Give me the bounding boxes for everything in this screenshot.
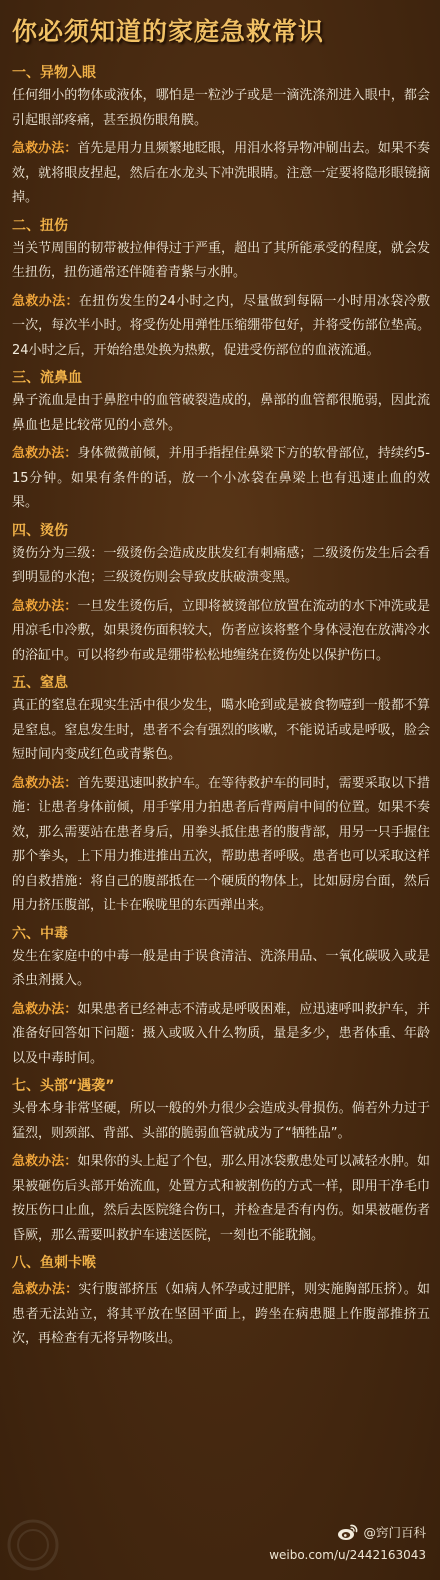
section-head-injury	[12, 1075, 430, 1248]
first-aid-label: 急救办法：	[12, 1282, 79, 1297]
page-title: 你必须知道的家庭急救常识	[12, 17, 325, 46]
first-aid-paragraph	[12, 772, 430, 919]
section-choking	[12, 672, 430, 919]
section-description: 当关节周围的韧带被拉伸得过于严重，超出了其所能承受的程度，就会发生扭伤，扭伤通常还伴随着青紫与水肿。	[12, 240, 430, 280]
first-aid-label: 急救办法：	[12, 293, 79, 309]
first-aid-paragraph	[12, 595, 430, 669]
content-area	[12, 62, 430, 1356]
section-heading: 五、窒息	[12, 675, 68, 691]
first-aid-text: 如果患者已经神志不清或是呼吸困难，应迅速呼叫救护车，并准备好回答如下问题：摄入或吸入什么物质，量是多少，患者体重、年龄以及中毒时间。	[12, 1001, 430, 1066]
first-aid-paragraph	[12, 442, 430, 516]
section-description: 鼻子流血是由于鼻腔中的血管破裂造成的，鼻部的血管都很脆弱，因此流鼻血也是比较常见的小意外。	[12, 393, 430, 433]
watermark-account: @窍门百科	[363, 1525, 426, 1540]
first-aid-label: 急救办法：	[12, 141, 78, 156]
watermark-url: weibo.com/u/2442163043	[269, 1548, 426, 1562]
section-description: 任何细小的物体或液体，哪怕是一粒沙子或是一滴洗涤剂进入眼中，都会引起眼部疼痛，甚至损伤眼角膜。	[12, 88, 430, 128]
section-burn	[12, 520, 430, 669]
watermark-logo-row	[337, 1520, 426, 1544]
first-aid-label: 急救办法：	[12, 775, 78, 791]
first-aid-text: 如果你的头上起了个包，那么用冰袋敷患处可以减轻水肿。如果被砸伤后头部开始流血，处置方式和被割伤的方式一样，即用干净毛巾按压伤口止血，然后去医院缝合伤口，并检查是否有内伤。如果被砸伤者昏厥，那么需要叫救护车速送医院，一刻也不能耽搁。	[12, 1154, 430, 1243]
section-description: 发生在家庭中的中毒一般是由于误食清洁、洗涤用品、一氧化碳吸入或是杀虫剂摄入。	[12, 948, 430, 988]
section-description: 烫伤分为三级：一级烫伤会造成皮肤发红有刺痛感；二级烫伤发生后会看到明显的水泡；三级烫伤则会导致皮肤破溃变黑。	[12, 545, 430, 585]
first-aid-text: 首先要迅速叫救护车。在等待救护车的同时，需要采取以下措施：让患者身体前倾，用手掌用力拍患者后背两肩中间的位置。如果不奏效，那么需要站在患者身后，用拳头抵住患者的腹背部，用另一只手握住那个拳头，上下用力推进推出五次，帮助患者呼吸。患者也可以采取这样的自救措施：将自己的腹部抵在一个硬质的物体上，比如厨房台面，然后用力挤压腹部，让卡在喉咙里的东西弹出来。	[12, 775, 430, 913]
first-aid-paragraph	[12, 1150, 430, 1248]
first-aid-paragraph	[12, 137, 430, 211]
section-heading: 四、烫伤	[12, 522, 68, 539]
section-poisoning	[12, 923, 430, 1072]
section-heading: 一、异物入眼	[12, 65, 96, 81]
weibo-icon	[337, 1523, 359, 1541]
first-aid-label: 急救办法：	[12, 598, 78, 614]
first-aid-text: 在扭伤发生的24小时之内，尽量做到每隔一小时用冰袋冷敷一次，每次半小时。将受伤处用弹性压缩绷带包好，并将受伤部位垫高。24小时之后，开始给患处换为热敷，促进受伤部位的血液流通。	[12, 293, 430, 358]
first-aid-text: 一旦发生烫伤后，立即将被烫部位放置在流动的水下冲洗或是用凉毛巾冷敷，如果烫伤面积较大，伤者应该将整个身体浸泡在放满冷水的浴缸中。可以将纱布或是绷带松松地缠绕在烫伤处以保护伤口。	[12, 598, 430, 663]
first-aid-text: 首先是用力且频繁地眨眼，用泪水将异物冲刷出去。如果不奏效，就将眼皮捏起，然后在水龙头下冲洗眼睛。注意一定要将隐形眼镜摘掉。	[12, 141, 430, 205]
first-aid-label: 急救办法：	[12, 1154, 78, 1169]
section-description: 真正的窒息在现实生活中很少发生，噶水呛到或是被食物噎到一般都不算是窒息。窒息发生时，患者不会有强烈的咳嗽，不能说话或是呼吸，脸会短时间内变成红色或青紫色。	[12, 698, 430, 762]
first-aid-label: 急救办法：	[12, 1001, 78, 1017]
section-heading: 七、头部“遇袭”	[12, 1078, 115, 1094]
section-foreign-body-eye	[12, 62, 430, 211]
section-heading: 二、扭伤	[12, 217, 68, 234]
section-heading: 八、鱼刺卡喉	[12, 1255, 96, 1271]
section-fishbone-throat	[12, 1252, 430, 1352]
section-sprain	[12, 215, 430, 364]
first-aid-paragraph	[12, 290, 430, 364]
section-nosebleed	[12, 367, 430, 516]
first-aid-label: 急救办法：	[12, 446, 78, 461]
section-description: 头骨本身非常坚硬，所以一般的外力很少会造成头骨损伤。倘若外力过于猛烈，则颈部、背部、头部的脆弱血管就成为了“牺牲品”。	[12, 1101, 430, 1141]
first-aid-text: 实行腹部挤压（如病人怀孕或过肥胖，则实施胸部压挤）。如患者无法站立，将其平放在坚固平面上，跨坐在病患腿上作腹部推挤五次，再检查有无将异物咳出。	[12, 1282, 430, 1346]
first-aid-text: 身体微微前倾，并用手指捏住鼻梁下方的软骨部位，持续约5-15分钟。如果有条件的话，放一个小冰袋在鼻梁上也有迅速止血的效果。	[12, 446, 430, 510]
first-aid-paragraph	[12, 1278, 430, 1352]
section-heading: 三、流鼻血	[12, 370, 82, 386]
weibo-watermark	[0, 1514, 440, 1580]
section-heading: 六、中毒	[12, 925, 68, 942]
first-aid-paragraph	[12, 998, 430, 1072]
